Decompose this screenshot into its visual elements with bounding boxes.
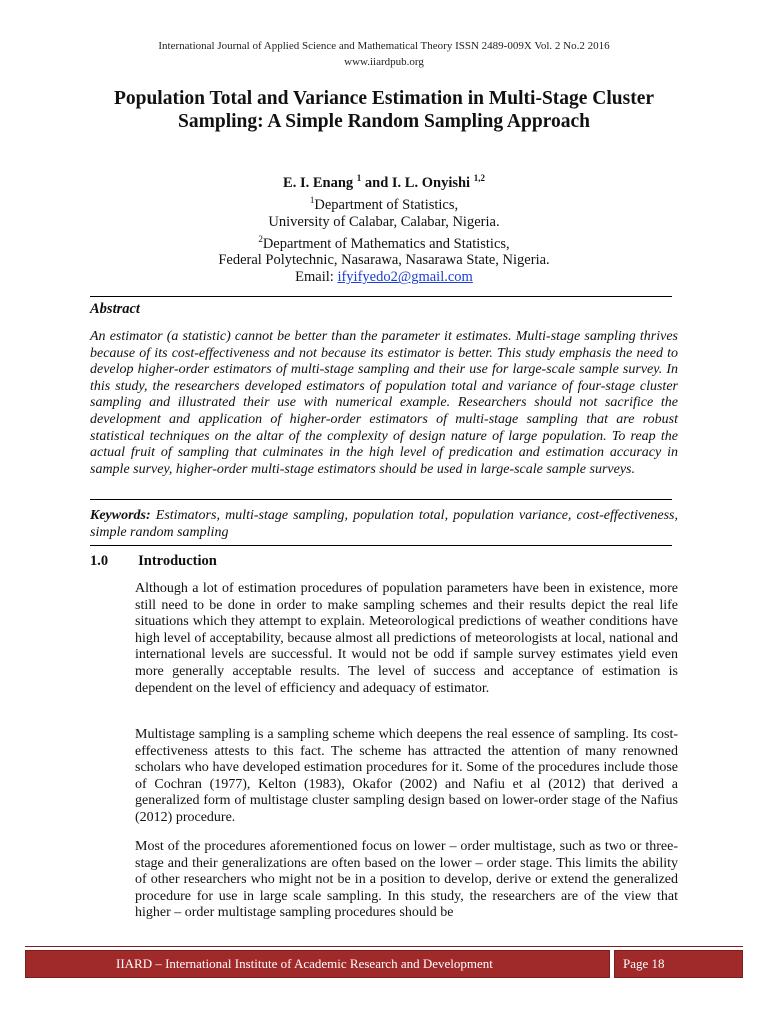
intro-paragraph-1: Although a lot of estimation procedures of population parameters have been in existence, more still need to be done in order to make sampling schemes and their results depict the real life situations which they attempt to explain. Meteorological predictions of weather conditions have high level of acceptability, because almost all predictions of meteorologists at local, national and international levels are successful. It would not be odd if sample survey estimates yield even more generally acceptable results. The level of success and acceptance of estimation is dependent on the level of efficiency and adequacy of estimator. xyxy=(135,581,678,696)
paper-title-line-2: Sampling: A Simple Random Sampling Approach xyxy=(178,111,590,132)
page-number: Page 18 xyxy=(623,956,665,971)
intro-paragraph-3: Most of the procedures aforementioned focus on lower – order multistage, such as two or three-stage and their generalizations are often based on the lower – order stage. This limits the ability of other researchers who might not be in a position to develop, derive or extend the generalized procedure for use in large scale sampling. In this study, the researchers are of the view that higher – order multistage sampling procedures should be xyxy=(135,839,678,921)
affiliation-1-line-2: University of Calabar, Calabar, Nigeria. xyxy=(268,213,500,230)
keywords-text: Estimators, multi-stage sampling, population total, population variance, cost-effectiveness, simple random sampling xyxy=(90,508,678,540)
email-label: Email: xyxy=(295,269,338,286)
journal-website: www.iiardpub.org xyxy=(344,56,424,68)
keywords-label: Keywords: xyxy=(90,508,151,523)
intro-paragraph-2: Multistage sampling is a sampling scheme which deepens the real essence of sampling. Its cost-effectiveness attests to this fact. The scheme has attracted the attention of many renowned scholars who have developed estimation procedures for it. Some of the procedures include those of Cochran (1977), Kelton (1983), Okafor (2002) and Nafiu et al (2012) that derived a generalized form of multistage cluster sampling design based on lower-order stage of the Nafius (2012) procedure. xyxy=(135,727,678,825)
email-link[interactable]: ifyifyedo2@gmail.com xyxy=(337,269,473,286)
author-conjunction: and I. L. Onyishi xyxy=(361,174,474,191)
author-names xyxy=(0,170,768,192)
abstract-body: An estimator (a statistic) cannot be better than the parameter it estimates. Multi-stage sampling thrives because of its cost-effectiveness and not because its estimator is better. This study emphasis the need to develop higher-order estimators of multi-stage sampling and their use for large-scale sample survey. In this study, the researchers developed estimators of population total and variance of four-stage cluster sampling and illustrated their use with numerical example. Researchers should not sacrifice the development and application of higher-order estimators of multi-stage sampling that are robust statistical techniques on the altar of the complexity of design nature of large population. To reap the actual fruit of sampling that culminates in the high level of predication and estimation accuracy in sample survey, higher-order multi-stage estimators should be used in large-scale sample surveys. xyxy=(90,329,678,477)
email-line xyxy=(0,269,768,286)
affiliation-1-mark: 1 xyxy=(309,194,315,205)
journal-header: International Journal of Applied Science and Mathematical Theory ISSN 2489-009X Vol. 2 No.2 2016 xyxy=(158,40,610,52)
footer-institute-bar xyxy=(25,950,610,978)
author-1-affiliation-mark: 1 xyxy=(356,173,362,183)
affiliation-2-mark: 2 xyxy=(258,233,263,244)
section-number: 1.0 xyxy=(90,553,109,569)
author-block xyxy=(0,170,768,286)
abstract-bottom-divider xyxy=(90,499,672,500)
paper-title-line-1: Population Total and Variance Estimation in Multi-Stage Cluster xyxy=(113,88,655,109)
abstract-top-divider xyxy=(90,296,672,297)
keywords-divider xyxy=(90,545,672,546)
abstract-heading: Abstract xyxy=(90,301,140,317)
section-title: Introduction xyxy=(138,553,217,569)
affiliation-2-line-1: $^2$Department of Mathematics and Statistics, xyxy=(258,233,510,252)
affiliation-2-line-2: Federal Polytechnic, Nasarawa, Nasarawa State, Nigeria. xyxy=(218,252,550,269)
section-heading xyxy=(90,553,217,570)
affiliation-1-line-1: $^1$Department of Statistics, xyxy=(309,194,459,213)
footer-divider xyxy=(25,946,743,947)
keywords-line xyxy=(90,508,678,541)
paper-title xyxy=(70,87,698,133)
author-2-affiliation-mark: 1,2 xyxy=(473,173,485,183)
footer-institute-text: IIARD – International Institute of Academic Research and Development xyxy=(116,956,493,971)
author-1: E. I. Enang xyxy=(283,174,357,191)
footer-page-box xyxy=(614,950,743,978)
